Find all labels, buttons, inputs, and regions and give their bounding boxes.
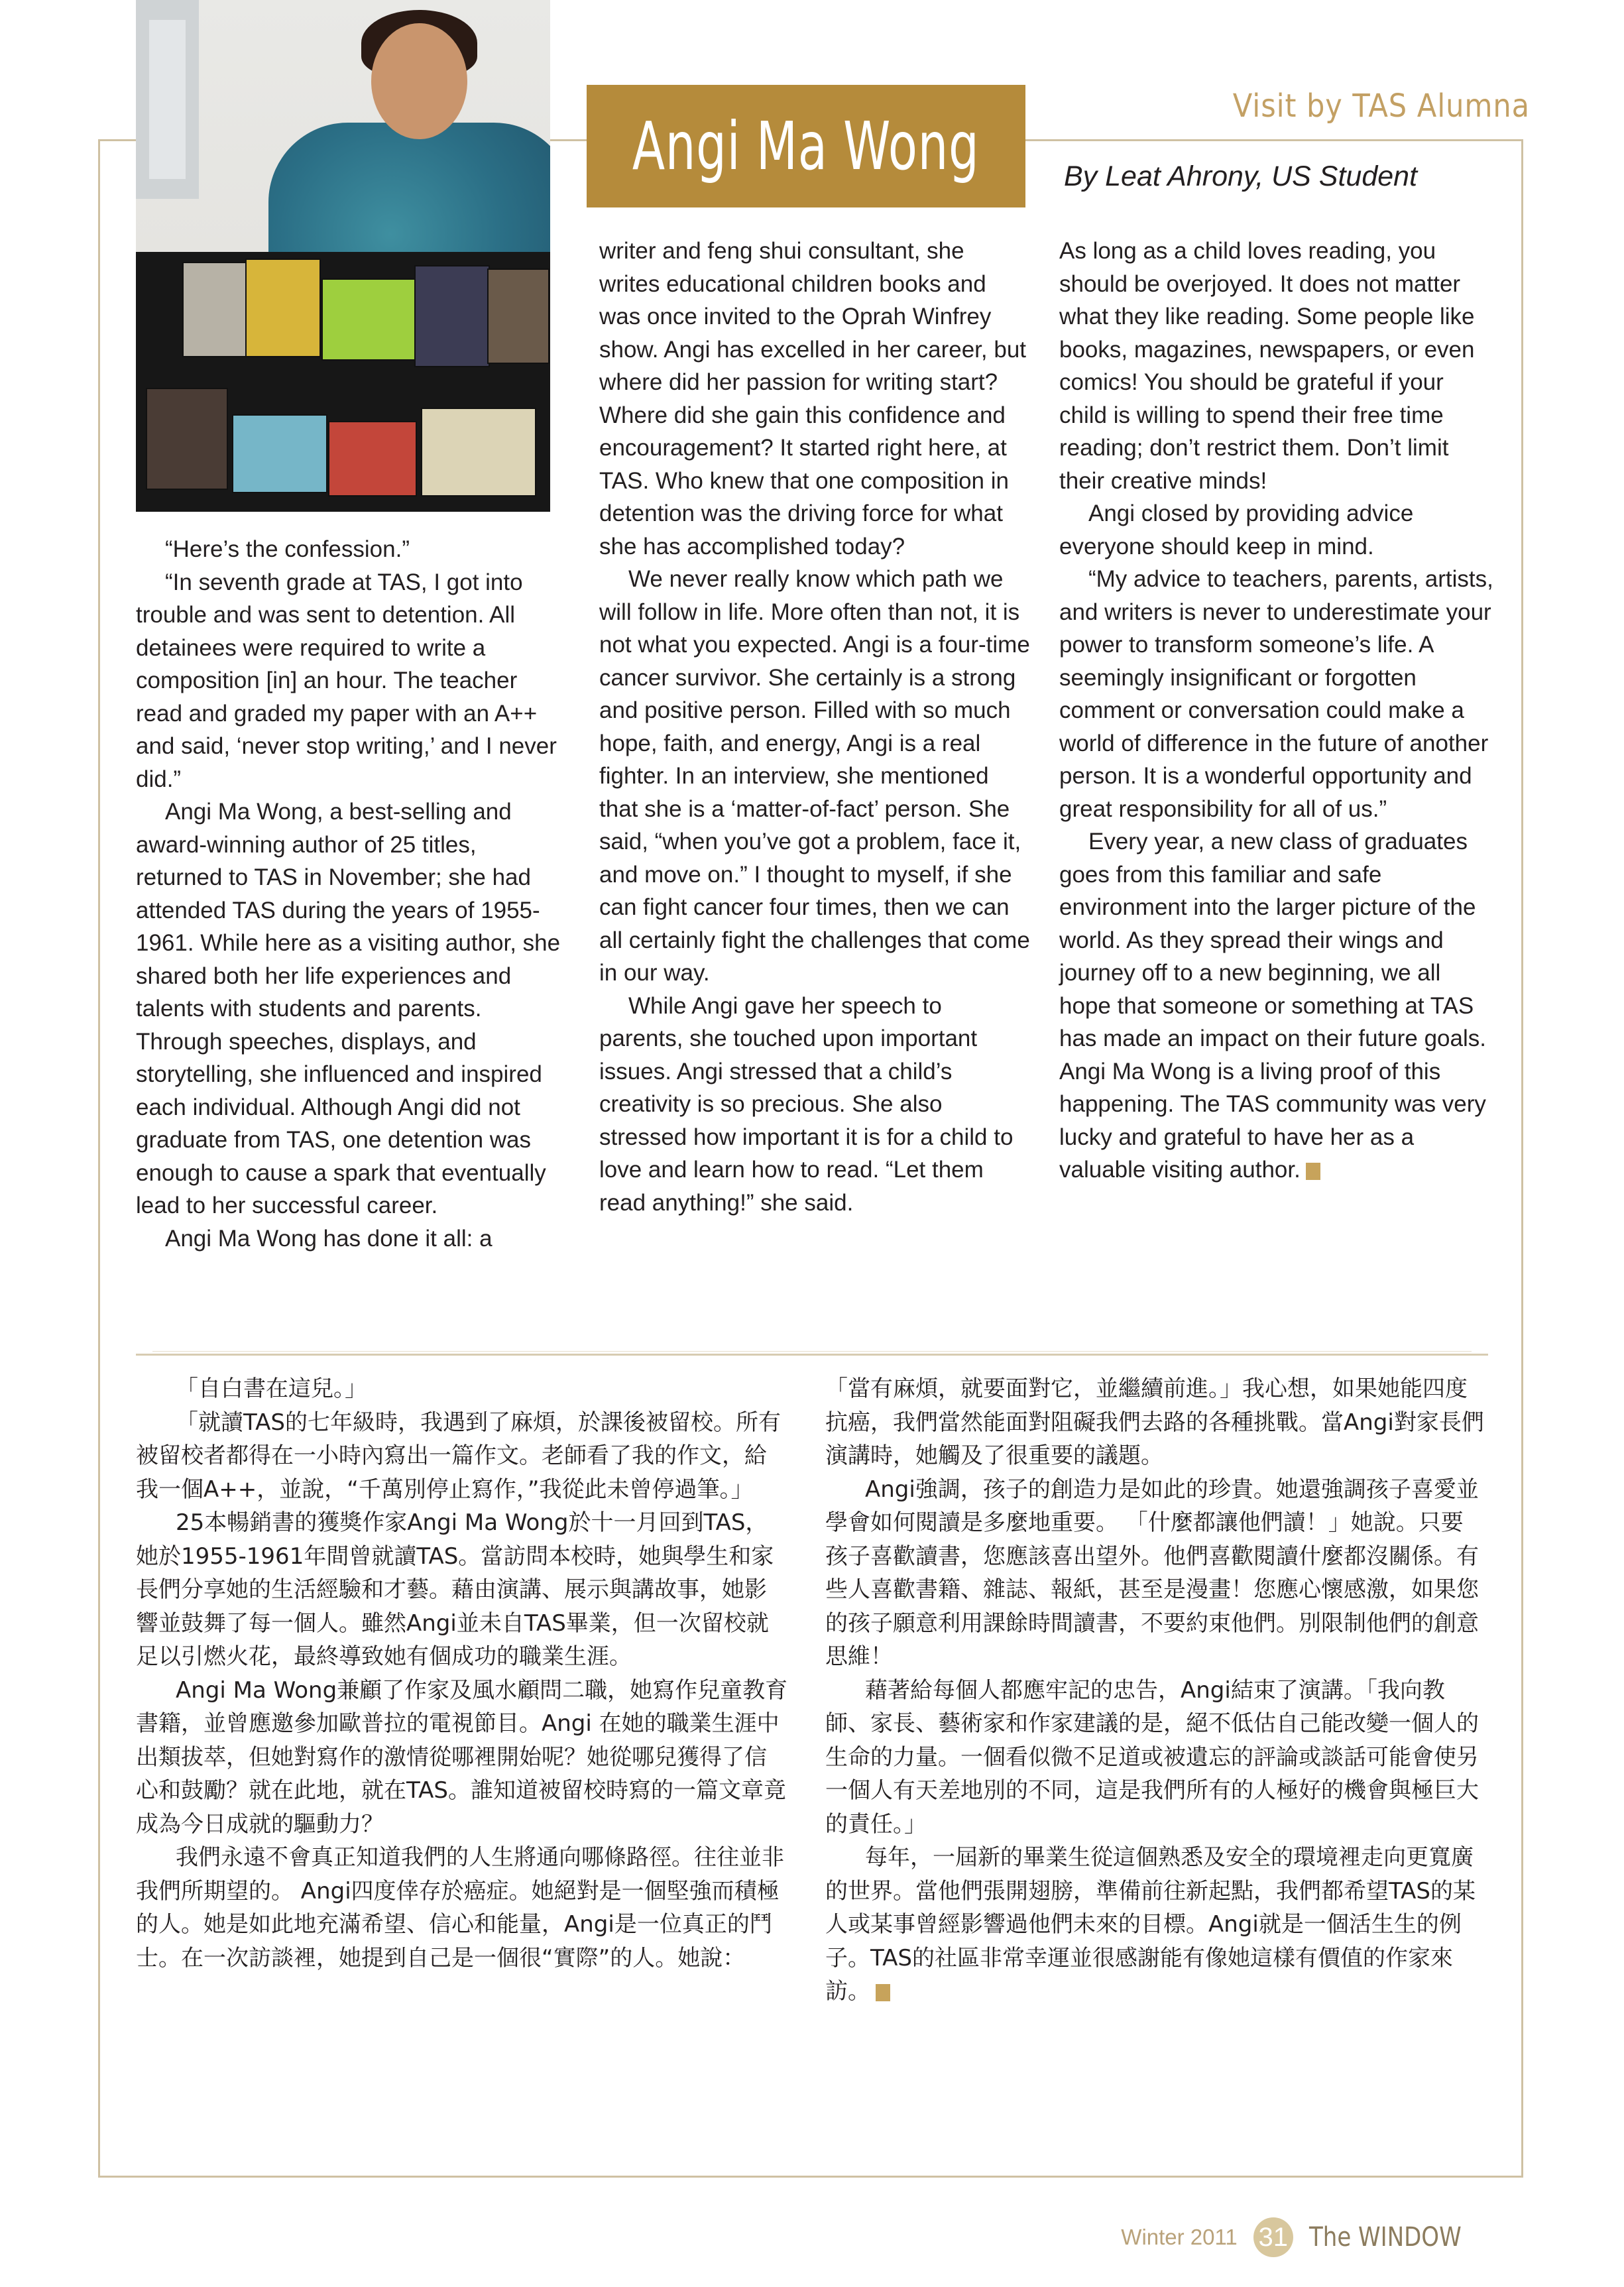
- issue-season: Winter 2011: [1121, 2225, 1238, 2249]
- chinese-column-1: [136, 1372, 789, 1975]
- paragraph: 我們永遠不會真正知道我們的人生將通向哪條路徑。往往並非我們所期望的。 Angi四度倖存於癌症。她絕對是一個堅強而積極的人。她是如此地充滿希望、信心和能量，Angi是一位真正的鬥士。在一次訪談裡，她提到自己是一個很“實際”的人。她說：: [136, 1844, 784, 1971]
- paragraph: 「自白書在這兒。」: [176, 1376, 367, 1402]
- byline: By Leat Ahrony, US Student: [1064, 160, 1418, 192]
- frame-left-rule-lower: [98, 1359, 100, 2178]
- paragraph-text: Every year, a new class of graduates goes from this familiar and safe environment into the larger picture of the world. As they spread their wings and journey off to a new beginning, we all hope that someone or something at TAS has made an impact on their future goals. Angi Ma Wong is a living proof of this happening. The TAS community was very lucky and grateful to have her as a valuable visiting author.: [1059, 829, 1486, 1183]
- paragraph-text: 每年，一屆新的畢業生從這個熟悉及安全的環境裡走向更寬廣的世界。當他們張開翅膀，準備前往新起點，我們都希望TAS的某人或某事曾經影響過他們未來的目標。Angi就是一個活生生的例子。TAS的社區非常幸運並很感謝能有像她這樣有價值的作家來訪。: [825, 1844, 1476, 2005]
- paragraph: While Angi gave her speech to parents, she touched upon important issues. Angi stressed that a child’s creativity is so precious. She also stressed how important it is for a child to love and learn how to read. “Let them read anything!” she said.: [599, 992, 1014, 1216]
- paragraph: Angi Ma Wong, a best-selling and award-winning author of 25 titles, returned to TAS in November; she had attended TAS during the years of 1955-1961. While here as a visiting author, she shared both her life experiences and talents with students and parents. Through speeches, displays, and storytelling, she influenced and inspired each individual. Although Angi did not graduate from TAS, one detention was enough to cause a spark that eventually lead to her successful career.: [136, 799, 561, 1218]
- paragraph: 「當有麻煩，就要面對它，並繼續前進。」我心想，如果她能四度抗癌，我們當然能面對阻礙我們去路的各種挑戰。當Angi對家長們演講時，她觸及了很重要的議題。: [825, 1376, 1484, 1469]
- article-title: Angi Ma Wong: [632, 107, 980, 185]
- paragraph: “In seventh grade at TAS, I got into trouble and was sent to detention. All detainees were required to write a composition [in] an hour. The teacher read and graded my paper with an A++ and said, ‘never stop writing,’ and I never did.”: [136, 569, 557, 792]
- paragraph: Angi強調，孩子的創造力是如此的珍貴。她還強調孩子喜愛並學會如何閱讀是多麼地重要。 「什麼都讓他們讀！」她說。只要孩子喜歡讀書，您應該喜出望外。他們喜歡閱讀什麼都沒關係。有些人喜歡書籍、雜誌、報紙，甚至是漫畫！您應心懷感激，如果您的孩子願意利用課餘時間讀書，不要約束他們。別限制他們的創意思維！: [825, 1476, 1479, 1670]
- paragraph: “Here’s the confession.”: [165, 536, 410, 562]
- language-divider: [136, 1354, 1488, 1356]
- english-column-1: [136, 533, 567, 1255]
- paragraph: 藉著給每個人都應牢記的忠告，Angi結束了演講。「我向教師、家長、藝術家和作家建議的是，絕不低估自己能改變一個人的生命的力量。一個看似微不足道或被遺忘的評論或談話可能會使另一個人有天差地別的不同，這是我們所有的人極好的機會與極巨大的責任。」: [825, 1676, 1479, 1838]
- photo-book: [146, 388, 228, 490]
- photo-book: [328, 421, 417, 497]
- frame-bottom-rule: [98, 2176, 1523, 2178]
- paragraph: Angi Ma Wong兼顧了作家及風水顧問二職，她寫作兒童教育書籍，並曾應邀參加歐普拉的電視節目。Angi 在她的職業生涯中出類拔萃，但她對寫作的激情從哪裡開始呢？她從哪兒獲得了信心和鼓勵？就在此地，就在TAS。誰知道被留校時寫的一篇文章竟成為今日成就的驅動力？: [136, 1676, 788, 1838]
- magazine-name: The WINDOW: [1308, 2222, 1462, 2253]
- language-divider-thin: [152, 1351, 1472, 1352]
- photo-book: [414, 265, 490, 367]
- photo-person-face: [371, 23, 467, 139]
- frame-right-rule: [1521, 139, 1523, 2178]
- page-footer: [1121, 2217, 1488, 2257]
- photo-book: [232, 414, 327, 493]
- end-mark-icon: [1306, 1163, 1320, 1180]
- photo-book: [321, 278, 417, 361]
- end-mark-icon: [876, 1984, 890, 2001]
- page-number: 31: [1253, 2217, 1293, 2257]
- author-photo: [136, 0, 550, 512]
- paragraph-last: [1059, 825, 1497, 1187]
- photo-window: [136, 0, 199, 199]
- paragraph: Angi closed by providing advice everyone should keep in mind.: [1059, 500, 1414, 559]
- paragraph-last: [825, 1841, 1485, 2009]
- photo-book: [487, 268, 550, 364]
- frame-left-rule: [98, 139, 100, 1531]
- photo-book: [421, 408, 536, 497]
- paragraph: We never really know which path we will follow in life. More often than not, it is not what you expected. Angi is a four-time cancer survivor. She certainly is a strong and positive person. Filled with so much hope, faith, and energy, Angi is a real fighter. In an interview, she mentioned that she is a ‘matter-of-fact’ person. She said, “when you’ve got a problem, face it, and move on.” I thought to myself, if she can fight cancer four times, then we can all certainly fight the challenges that come in our way.: [599, 566, 1030, 986]
- paragraph: As long as a child loves reading, you should be overjoyed. It does not matter what they like reading. Some people like books, magazines, newspapers, or even comics! You should be grateful if your child is willing to spend their free time reading; don’t restrict them. Don’t limit their creative minds!: [1059, 238, 1475, 494]
- paragraph: 25本暢銷書的獲獎作家Angi Ma Wong於十一月回到TAS，她於1955-1961年間曾就讀TAS。當訪問本校時，她與學生和家長們分享她的生活經驗和才藝。藉由演講、展示與講故事，她影響並鼓舞了每一個人。雖然Angi並未自TAS畢業，但一次留校就足以引燃火花，最終導致她有個成功的職業生涯。: [136, 1509, 774, 1670]
- paragraph: “My advice to teachers, parents, artists, and writers is never to underestimate your power to transform someone’s life. A seemingly insignificant or forgotten comment or conversation could make a world of difference in the future of another person. It is a wonderful opportunity and great responsibility for all of us.”: [1059, 566, 1493, 822]
- paragraph: Angi Ma Wong has done it all: a: [165, 1225, 493, 1252]
- english-column-3: [1059, 235, 1497, 1187]
- paragraph: writer and feng shui consultant, she writes educational children books and was once invited to the Oprah Winfrey show. Angi has excelled in her career, but where did her passion for writing start? Where did she gain this confidence and encouragement? It started right here, at TAS. Who knew that one composition in detention was the driving force for what she has accomplished today?: [599, 238, 1027, 559]
- title-banner: [587, 85, 1025, 207]
- english-column-2: [599, 235, 1030, 1219]
- section-label: Visit by TAS Alumna: [1232, 88, 1530, 125]
- chinese-column-2: [825, 1372, 1485, 2009]
- photo-book: [245, 259, 321, 357]
- photo-book-cart: [136, 252, 550, 512]
- paragraph: 「就讀TAS的七年級時，我遇到了麻煩，於課後被留校。所有被留校者都得在一小時內寫出一篇作文。老師看了我的作文，給我一個A++，並說，“千萬別停止寫作，”我從此未曾停過筆。」: [136, 1409, 781, 1503]
- photo-book: [182, 262, 248, 357]
